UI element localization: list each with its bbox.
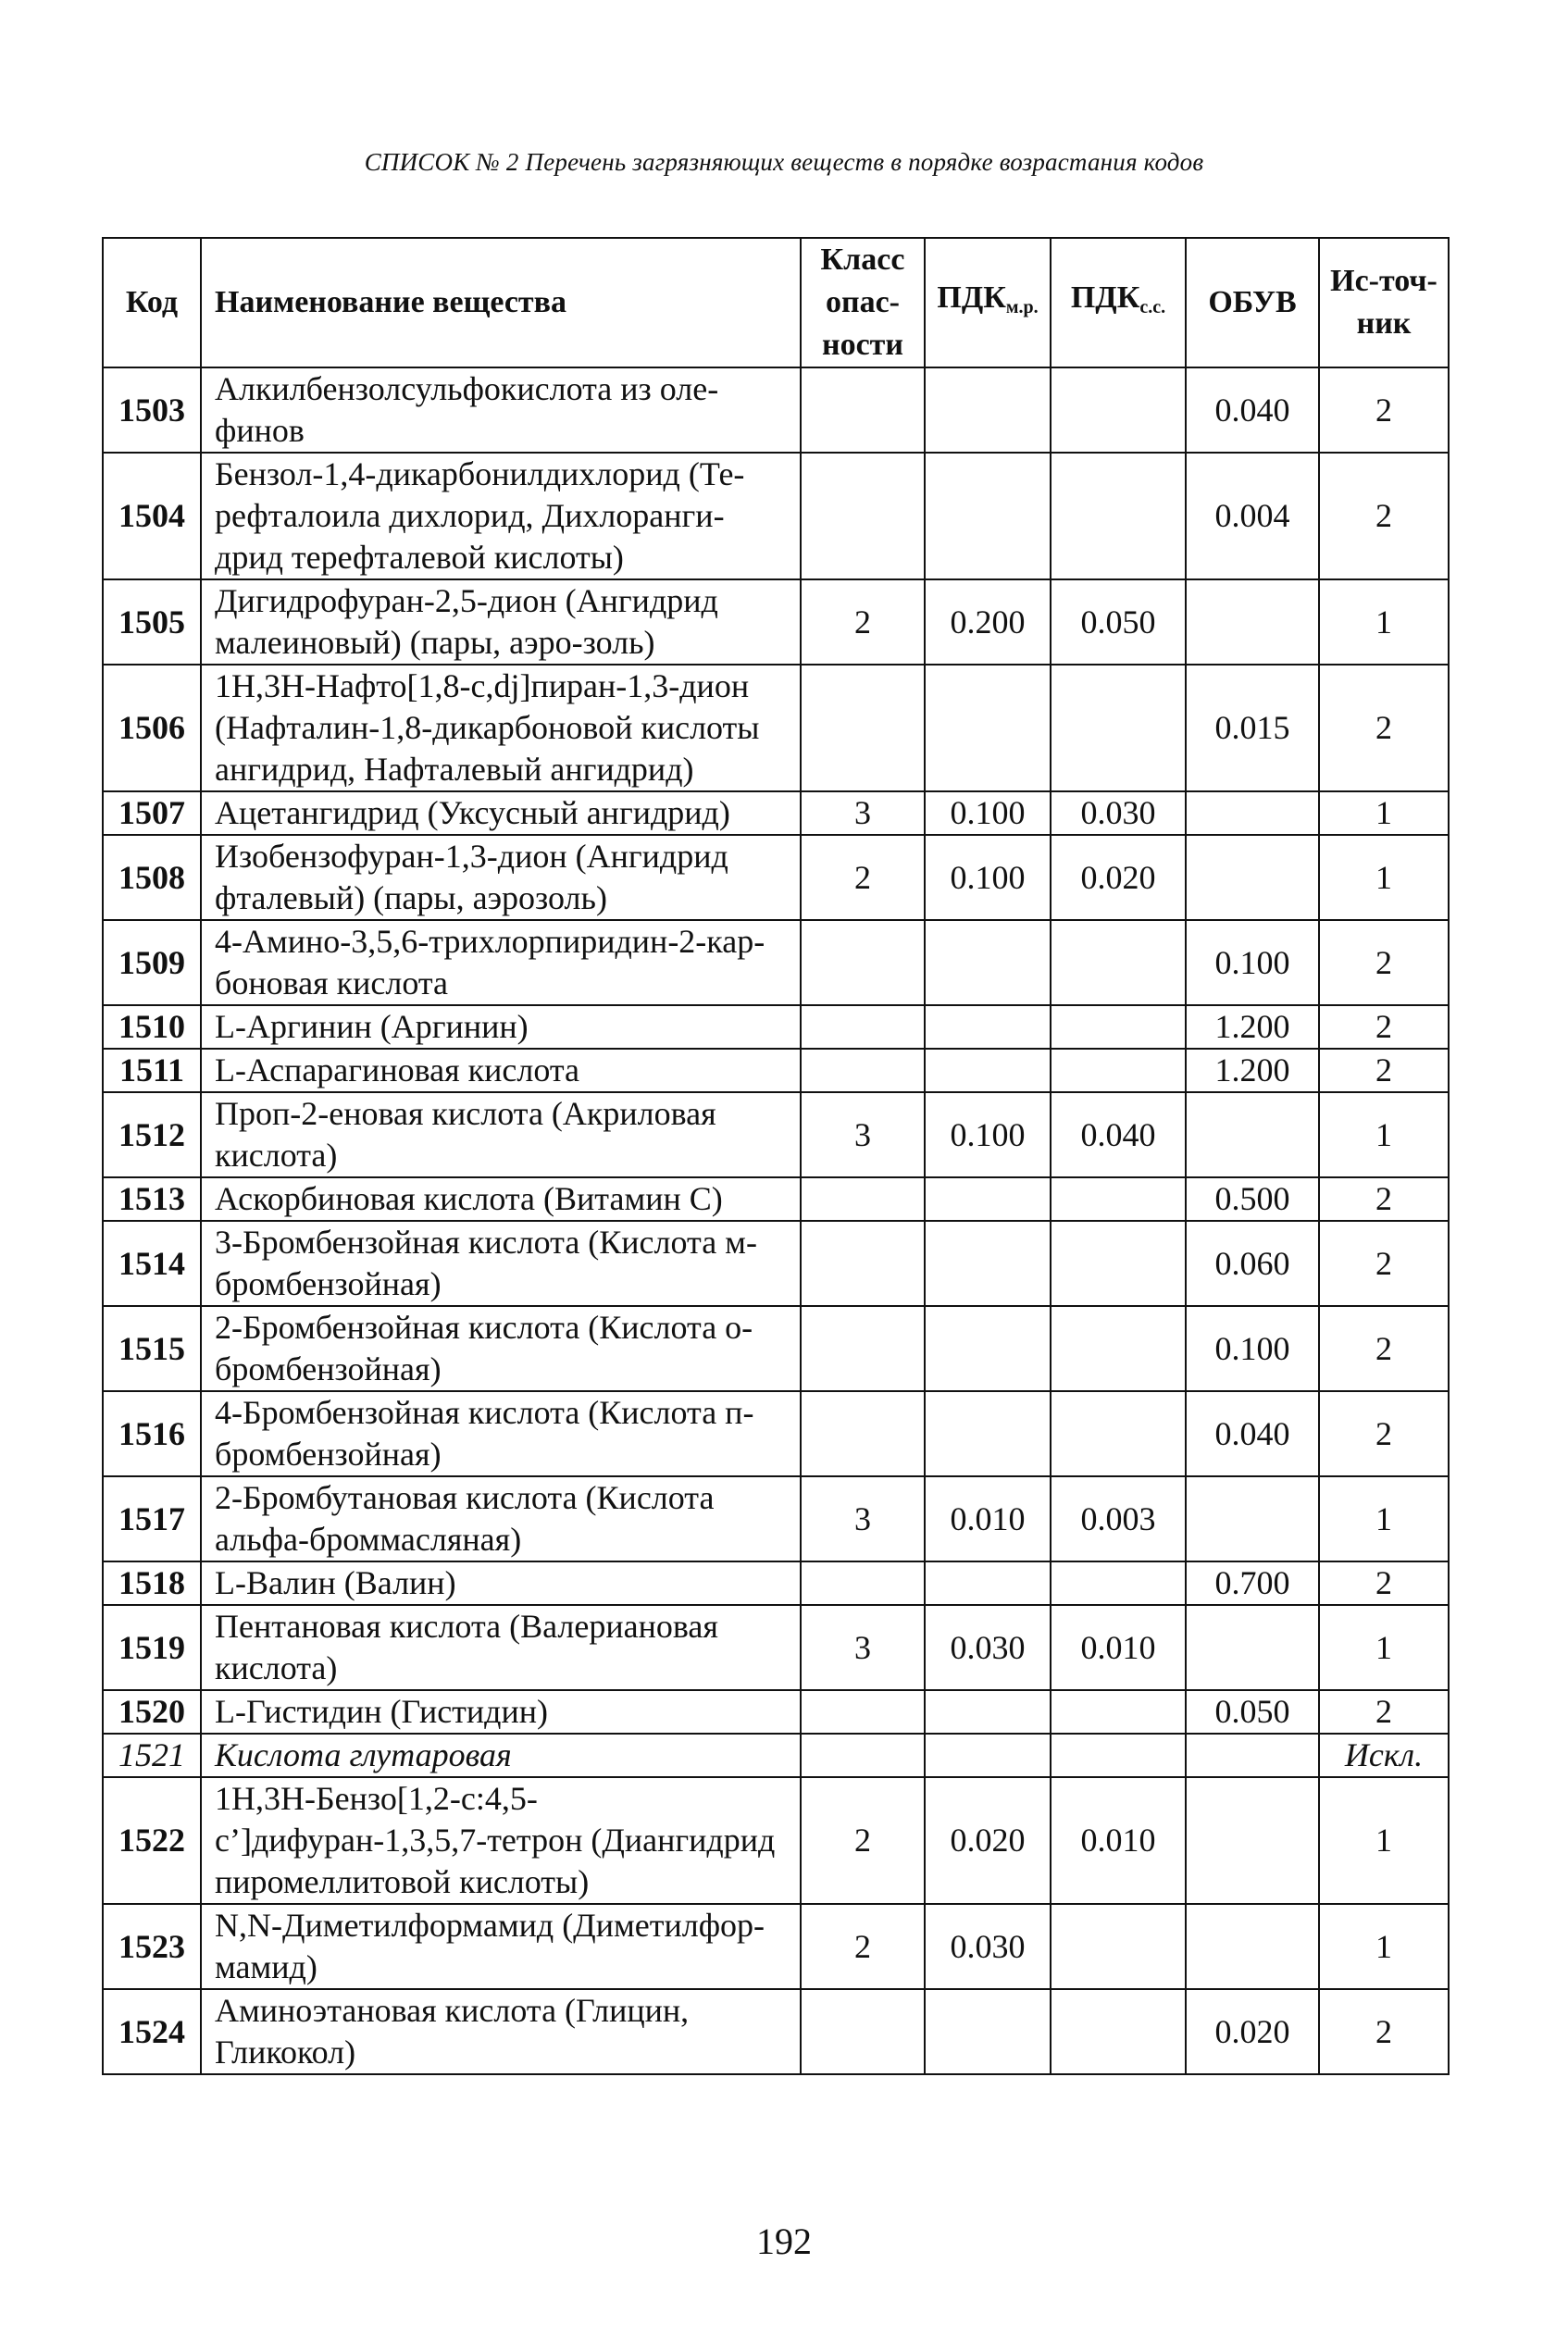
- cell-pdk-mr: 0.020: [925, 1777, 1051, 1904]
- cell-name: 4-Бромбензойная кислота (Кислота п-бромбензойная): [201, 1391, 801, 1476]
- cell-hazard-class: [801, 1391, 925, 1476]
- cell-source: Искл.: [1319, 1734, 1449, 1777]
- cell-pdk-mr: [925, 1049, 1051, 1092]
- cell-pdk-mr: 0.100: [925, 791, 1051, 835]
- cell-pdk-mr: [925, 1690, 1051, 1734]
- cell-obuv: [1186, 1734, 1319, 1777]
- cell-obuv: [1186, 1476, 1319, 1561]
- cell-code: 1521: [103, 1734, 201, 1777]
- cell-name: 2-Бромбутановая кислота (Кислота альфа-броммасляная): [201, 1476, 801, 1561]
- cell-code: 1509: [103, 920, 201, 1005]
- table-row: [103, 1561, 1449, 1605]
- cell-pdk-ss: [1051, 665, 1186, 791]
- cell-hazard-class: [801, 1690, 925, 1734]
- cell-hazard-class: 3: [801, 791, 925, 835]
- cell-code: 1508: [103, 835, 201, 920]
- cell-code: 1507: [103, 791, 201, 835]
- cell-pdk-ss: [1051, 1989, 1186, 2074]
- cell-obuv: [1186, 835, 1319, 920]
- cell-name: Дигидрофуран-2,5-дион (Ангидрид малеиновый) (пары, аэро-золь): [201, 579, 801, 665]
- table-row: [103, 1092, 1449, 1177]
- cell-obuv: 0.500: [1186, 1177, 1319, 1221]
- cell-obuv: 0.004: [1186, 453, 1319, 579]
- cell-pdk-ss: 0.030: [1051, 791, 1186, 835]
- cell-name: L-Аргинин (Аргинин): [201, 1005, 801, 1049]
- cell-code: 1504: [103, 453, 201, 579]
- table-row: [103, 791, 1449, 835]
- cell-pdk-ss: [1051, 1904, 1186, 1989]
- cell-obuv: 0.100: [1186, 1306, 1319, 1391]
- cell-pdk-ss: 0.003: [1051, 1476, 1186, 1561]
- cell-obuv: 0.040: [1186, 1391, 1319, 1476]
- cell-hazard-class: [801, 1049, 925, 1092]
- table-row: [103, 920, 1449, 1005]
- table-header-row: [103, 238, 1449, 367]
- cell-hazard-class: [801, 367, 925, 453]
- cell-obuv: 0.040: [1186, 367, 1319, 453]
- cell-pdk-ss: [1051, 1734, 1186, 1777]
- cell-name: Аминоэтановая кислота (Глицин, Гликокол): [201, 1989, 801, 2074]
- cell-source: 2: [1319, 920, 1449, 1005]
- cell-source: 2: [1319, 1005, 1449, 1049]
- cell-source: 2: [1319, 1049, 1449, 1092]
- cell-name: Алкилбензолсульфокислота из оле-финов: [201, 367, 801, 453]
- cell-source: 2: [1319, 1989, 1449, 2074]
- cell-pdk-mr: 0.010: [925, 1476, 1051, 1561]
- cell-pdk-ss: [1051, 453, 1186, 579]
- cell-code: 1511: [103, 1049, 201, 1092]
- cell-pdk-ss: [1051, 367, 1186, 453]
- cell-hazard-class: 3: [801, 1605, 925, 1690]
- cell-hazard-class: [801, 1734, 925, 1777]
- cell-name: 3-Бромбензойная кислота (Кислота м-бромбензойная): [201, 1221, 801, 1306]
- header-code: Код: [103, 238, 201, 367]
- cell-pdk-mr: [925, 1989, 1051, 2074]
- cell-pdk-ss: [1051, 1177, 1186, 1221]
- header-name: Наименование вещества: [201, 238, 801, 367]
- cell-source: 2: [1319, 1391, 1449, 1476]
- pollutants-table: [102, 237, 1450, 2075]
- table-row: [103, 835, 1449, 920]
- header-hazard-class: Класс опас-ности: [801, 238, 925, 367]
- cell-obuv: 1.200: [1186, 1005, 1319, 1049]
- cell-source: 1: [1319, 791, 1449, 835]
- table-row: [103, 1989, 1449, 2074]
- cell-code: 1518: [103, 1561, 201, 1605]
- table-row: [103, 1690, 1449, 1734]
- cell-pdk-ss: [1051, 920, 1186, 1005]
- cell-source: 2: [1319, 453, 1449, 579]
- cell-obuv: [1186, 1605, 1319, 1690]
- cell-code: 1513: [103, 1177, 201, 1221]
- cell-hazard-class: 2: [801, 1777, 925, 1904]
- cell-code: 1523: [103, 1904, 201, 1989]
- cell-source: 1: [1319, 1904, 1449, 1989]
- cell-code: 1517: [103, 1476, 201, 1561]
- cell-pdk-mr: 0.030: [925, 1904, 1051, 1989]
- cell-name: Пентановая кислота (Валериановая кислота): [201, 1605, 801, 1690]
- cell-name: L-Гистидин (Гистидин): [201, 1690, 801, 1734]
- cell-obuv: 0.700: [1186, 1561, 1319, 1605]
- cell-pdk-ss: 0.010: [1051, 1605, 1186, 1690]
- cell-hazard-class: 2: [801, 1904, 925, 1989]
- cell-name: Бензол-1,4-дикарбонилдихлорид (Те-рефталоила дихлорид, Дихлоранги-дрид терефталевой кислоты): [201, 453, 801, 579]
- cell-pdk-mr: [925, 453, 1051, 579]
- cell-source: 2: [1319, 1306, 1449, 1391]
- cell-source: 1: [1319, 1777, 1449, 1904]
- page-number: 192: [756, 2220, 812, 2262]
- table-row: [103, 1391, 1449, 1476]
- cell-obuv: [1186, 579, 1319, 665]
- header-pdk-ss: $ПДК_{с.с.}$: [1051, 238, 1186, 367]
- table-row: [103, 1777, 1449, 1904]
- table-row: [103, 1005, 1449, 1049]
- cell-hazard-class: 3: [801, 1092, 925, 1177]
- cell-source: 2: [1319, 1177, 1449, 1221]
- cell-code: 1512: [103, 1092, 201, 1177]
- cell-pdk-ss: [1051, 1049, 1186, 1092]
- cell-source: 2: [1319, 1690, 1449, 1734]
- cell-pdk-mr: [925, 1561, 1051, 1605]
- cell-obuv: 0.020: [1186, 1989, 1319, 2074]
- cell-name: N,N-Диметилформамид (Диметилфор-мамид): [201, 1904, 801, 1989]
- cell-pdk-ss: [1051, 1561, 1186, 1605]
- cell-code: 1505: [103, 579, 201, 665]
- cell-pdk-mr: 0.200: [925, 579, 1051, 665]
- cell-obuv: 0.100: [1186, 920, 1319, 1005]
- cell-pdk-ss: 0.020: [1051, 835, 1186, 920]
- cell-code: 1515: [103, 1306, 201, 1391]
- cell-hazard-class: [801, 1989, 925, 2074]
- cell-name: 1Н,3Н-Нафто[1,8-c,dj]пиран-1,3-дион (Нафталин-1,8-дикарбоновой кислоты ангидрид, Нафталевый ангидрид): [201, 665, 801, 791]
- cell-hazard-class: [801, 665, 925, 791]
- cell-pdk-mr: [925, 1391, 1051, 1476]
- cell-pdk-mr: [925, 1306, 1051, 1391]
- cell-code: 1506: [103, 665, 201, 791]
- cell-hazard-class: [801, 1306, 925, 1391]
- cell-hazard-class: [801, 920, 925, 1005]
- cell-pdk-mr: [925, 665, 1051, 791]
- cell-source: 2: [1319, 1561, 1449, 1605]
- table-row: [103, 1605, 1449, 1690]
- table-row: [103, 453, 1449, 579]
- cell-obuv: 0.050: [1186, 1690, 1319, 1734]
- header-pdk-mr: $ПДК_{м.р.}$: [925, 238, 1051, 367]
- cell-name: Аскорбиновая кислота (Витамин С): [201, 1177, 801, 1221]
- cell-name: Ацетангидрид (Уксусный ангидрид): [201, 791, 801, 835]
- cell-pdk-ss: 0.050: [1051, 579, 1186, 665]
- cell-source: 2: [1319, 665, 1449, 791]
- table-row: [103, 579, 1449, 665]
- cell-source: 2: [1319, 1221, 1449, 1306]
- cell-hazard-class: 2: [801, 835, 925, 920]
- table-row: [103, 1177, 1449, 1221]
- cell-source: 1: [1319, 1605, 1449, 1690]
- cell-name: 1Н,3Н-Бензо[1,2-с:4,5-с’]дифуран-1,3,5,7-тетрон (Диангидрид пиромеллитовой кислоты): [201, 1777, 801, 1904]
- table-row: [103, 1476, 1449, 1561]
- cell-pdk-ss: [1051, 1690, 1186, 1734]
- table-row: [103, 1221, 1449, 1306]
- cell-hazard-class: [801, 1561, 925, 1605]
- cell-obuv: 0.015: [1186, 665, 1319, 791]
- cell-name: 2-Бромбензойная кислота (Кислота о-бромбензойная): [201, 1306, 801, 1391]
- cell-code: 1514: [103, 1221, 201, 1306]
- cell-obuv: 1.200: [1186, 1049, 1319, 1092]
- table-row: [103, 665, 1449, 791]
- cell-name: Изобензофуран-1,3-дион (Ангидрид фталевый) (пары, аэрозоль): [201, 835, 801, 920]
- cell-pdk-ss: 0.010: [1051, 1777, 1186, 1904]
- table-row: [103, 1306, 1449, 1391]
- cell-obuv: 0.060: [1186, 1221, 1319, 1306]
- cell-name: L-Валин (Валин): [201, 1561, 801, 1605]
- cell-code: 1524: [103, 1989, 201, 2074]
- cell-pdk-ss: [1051, 1306, 1186, 1391]
- cell-source: 1: [1319, 579, 1449, 665]
- cell-hazard-class: 3: [801, 1476, 925, 1561]
- cell-pdk-ss: [1051, 1391, 1186, 1476]
- table-row: [103, 1904, 1449, 1989]
- cell-code: 1520: [103, 1690, 201, 1734]
- cell-code: 1510: [103, 1005, 201, 1049]
- cell-obuv: [1186, 1904, 1319, 1989]
- cell-obuv: [1186, 791, 1319, 835]
- cell-code: 1503: [103, 367, 201, 453]
- table-row: [103, 1734, 1449, 1777]
- table-row: [103, 1049, 1449, 1092]
- cell-pdk-ss: 0.040: [1051, 1092, 1186, 1177]
- cell-pdk-mr: 0.100: [925, 1092, 1051, 1177]
- cell-hazard-class: [801, 453, 925, 579]
- cell-code: 1519: [103, 1605, 201, 1690]
- cell-obuv: [1186, 1092, 1319, 1177]
- cell-pdk-ss: [1051, 1005, 1186, 1049]
- header-source: Ис-точ-ник: [1319, 238, 1449, 367]
- cell-pdk-mr: 0.030: [925, 1605, 1051, 1690]
- table-row: [103, 367, 1449, 453]
- cell-obuv: [1186, 1777, 1319, 1904]
- cell-pdk-mr: 0.100: [925, 835, 1051, 920]
- cell-pdk-mr: [925, 1734, 1051, 1777]
- cell-name: 4-Амино-3,5,6-трихлорпиридин-2-кар-боновая кислота: [201, 920, 801, 1005]
- cell-pdk-mr: [925, 920, 1051, 1005]
- cell-hazard-class: [801, 1005, 925, 1049]
- cell-name: Проп-2-еновая кислота (Акриловая кислота): [201, 1092, 801, 1177]
- cell-source: 1: [1319, 1092, 1449, 1177]
- header-obuv: ОБУВ: [1186, 238, 1319, 367]
- cell-pdk-ss: [1051, 1221, 1186, 1306]
- cell-pdk-mr: [925, 1005, 1051, 1049]
- cell-name: Кислота глутаровая: [201, 1734, 801, 1777]
- cell-source: 2: [1319, 367, 1449, 453]
- cell-pdk-mr: [925, 1221, 1051, 1306]
- cell-hazard-class: [801, 1221, 925, 1306]
- cell-source: 1: [1319, 1476, 1449, 1561]
- cell-code: 1516: [103, 1391, 201, 1476]
- cell-code: 1522: [103, 1777, 201, 1904]
- cell-name: L-Аспарагиновая кислота: [201, 1049, 801, 1092]
- cell-hazard-class: [801, 1177, 925, 1221]
- page-caption: СПИСОК № 2 Перечень загрязняющих веществ в порядке возрастания кодов: [364, 148, 1204, 176]
- cell-source: 1: [1319, 835, 1449, 920]
- cell-pdk-mr: [925, 367, 1051, 453]
- cell-hazard-class: 2: [801, 579, 925, 665]
- cell-pdk-mr: [925, 1177, 1051, 1221]
